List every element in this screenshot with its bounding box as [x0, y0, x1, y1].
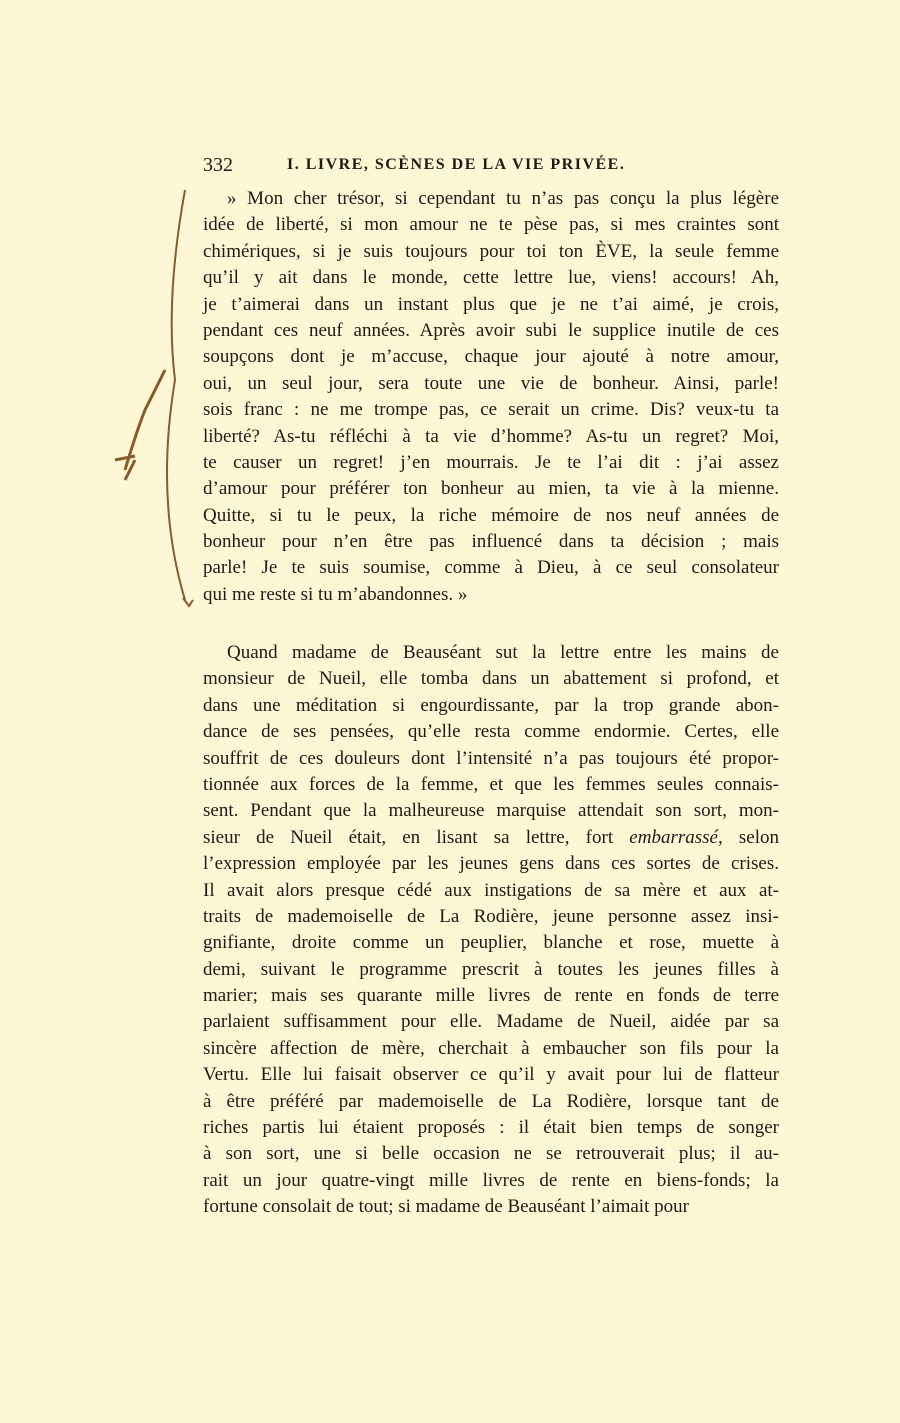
line-text: gnifiante, droite comme un peuplier, blanche et rose, muette à	[203, 932, 779, 954]
line-text: riches partis lui étaient proposés : il était bien temps de songer	[203, 1117, 779, 1139]
line-text: demi, suivant le programme prescrit à toutes les jeunes filles à	[203, 958, 779, 980]
line-text: parle! Je te suis soumise, comme à Dieu, à ce seul consolateur	[203, 557, 779, 579]
line-text: » Mon cher trésor, si cependant tu n’as pas conçu la plus légère	[227, 188, 779, 209]
line-text: oui, un seul jour, sera toute une vie de bonheur. Ainsi, parle!	[203, 372, 779, 394]
line-text: qui me reste si tu m’abandonnes. »	[203, 583, 468, 605]
line-text: chimériques, si je suis toujours pour toi ton ÈVE, la seule femme	[203, 240, 779, 262]
text-line	[203, 529, 779, 555]
text-line	[203, 904, 779, 930]
text-line	[203, 666, 779, 692]
line-text: parlaient suffisamment pour elle. Madame de Nueil, aidée par sa	[203, 1011, 779, 1033]
text-line	[203, 582, 779, 608]
italic-word: embarrassé	[629, 826, 718, 848]
line-text: rait un jour quatre-vingt mille livres de rente en biens-fonds; la	[203, 1169, 779, 1191]
text-line	[203, 186, 779, 212]
text-line	[203, 825, 779, 851]
line-text: qu’il y ait dans le monde, cette lettre lue, viens! accours! Ah,	[203, 267, 779, 289]
line-text: monsieur de Nueil, elle tomba dans un abattement si profond, et	[203, 668, 779, 690]
text-line	[203, 424, 779, 450]
text-line	[203, 555, 779, 581]
text-line	[203, 344, 779, 370]
text-line	[203, 397, 779, 423]
text-line	[203, 1062, 779, 1088]
text-line	[203, 746, 779, 772]
line-text: fortune consolait de tout; si madame de Beauséant l’aimait pour	[203, 1196, 689, 1218]
line-text: , selon	[717, 826, 780, 848]
text-line	[203, 1141, 779, 1167]
text-line	[203, 957, 779, 983]
text-line	[203, 983, 779, 1009]
text-line	[203, 878, 779, 904]
line-text: traits de mademoiselle de La Rodière, jeune personne assez insi-	[203, 905, 779, 927]
text-line	[203, 930, 779, 956]
line-text: sincère affection de mère, cherchait à embaucher son fils pour la	[203, 1037, 779, 1059]
text-line	[203, 318, 779, 344]
line-text: soupçons dont je m’accuse, chaque jour ajouté à notre amour,	[203, 346, 779, 368]
text-line	[203, 851, 779, 877]
text-line	[203, 1036, 779, 1062]
page-number: 332	[203, 154, 233, 176]
line-text: idée de liberté, si mon amour ne te pèse pas, si mes craintes sont	[203, 214, 779, 236]
text-line	[203, 640, 779, 666]
line-text: marier; mais ses quarante mille livres de rente en fonds de terre	[203, 985, 779, 1007]
text-line	[203, 450, 779, 476]
text-line	[203, 1115, 779, 1141]
line-text: je t’aimerai dans un instant plus que je ne t’ai aimé, je crois,	[203, 293, 779, 315]
text-line	[203, 1089, 779, 1115]
line-text: Quitte, si tu le peux, la riche mémoire de nos neuf années de	[203, 504, 779, 526]
text-line	[203, 693, 779, 719]
line-text: sois franc : ne me trompe pas, ce serait un crime. Dis? veux-tu ta	[203, 399, 779, 421]
line-text: à être préféré par mademoiselle de La Rodière, lorsque tant de	[203, 1090, 779, 1112]
text-line	[203, 1009, 779, 1035]
line-text: d’amour pour préférer ton bonheur au mien, ta vie à la mienne.	[203, 478, 779, 500]
margin-annotation-icon	[95, 180, 205, 620]
line-text: tionnée aux forces de la femme, et que les femmes seules connais-	[203, 773, 779, 795]
text-line	[203, 371, 779, 397]
line-text: souffrit de ces douleurs dont l’intensité n’a pas toujours été propor-	[203, 747, 779, 769]
text-line	[203, 265, 779, 291]
running-header	[203, 154, 779, 184]
narrative-paragraph	[203, 640, 779, 1221]
text-line	[203, 239, 779, 265]
text-line	[203, 1168, 779, 1194]
text-line	[203, 292, 779, 318]
line-text: à son sort, une si belle occasion ne se retrouverait plus; il au-	[203, 1143, 779, 1165]
line-text: te causer un regret! j’en mourrais. Je te l’ai dit : j’ai assez	[203, 451, 779, 473]
text-line	[203, 772, 779, 798]
line-text: Il avait alors presque cédé aux instigations de sa mère et aux at-	[203, 879, 779, 901]
line-text: sent. Pendant que la malheureuse marquise attendait son sort, mon-	[203, 800, 779, 822]
line-text: liberté? As-tu réfléchi à ta vie d’homme? As-tu un regret? Moi,	[203, 425, 779, 447]
line-text: Quand madame de Beauséant sut la lettre entre les mains de	[227, 642, 779, 663]
line-text: l’expression employée par les jeunes gens dans ces sortes de crises.	[203, 853, 779, 875]
line-text: bonheur pour n’en être pas influencé dans ta décision ; mais	[203, 531, 779, 553]
line-text: dans une méditation si engourdissante, par la trop grande abon-	[203, 694, 779, 716]
text-line	[203, 212, 779, 238]
line-text: sieur de Nueil était, en lisant sa lettre, fort	[203, 826, 630, 848]
text-line	[203, 1194, 779, 1220]
line-text: dance de ses pensées, qu’elle resta comme endormie. Certes, elle	[203, 721, 779, 743]
letter-paragraph	[203, 186, 779, 608]
running-title: I. LIVRE, SCÈNES DE LA VIE PRIVÉE.	[287, 156, 626, 173]
line-text: pendant ces neuf années. Après avoir subi le supplice inutile de ces	[203, 319, 779, 341]
text-line	[203, 798, 779, 824]
text-line	[203, 719, 779, 745]
text-line	[203, 503, 779, 529]
text-line	[203, 476, 779, 502]
line-text: Vertu. Elle lui faisait observer ce qu’il y avait pour lui de flatteur	[203, 1064, 779, 1086]
